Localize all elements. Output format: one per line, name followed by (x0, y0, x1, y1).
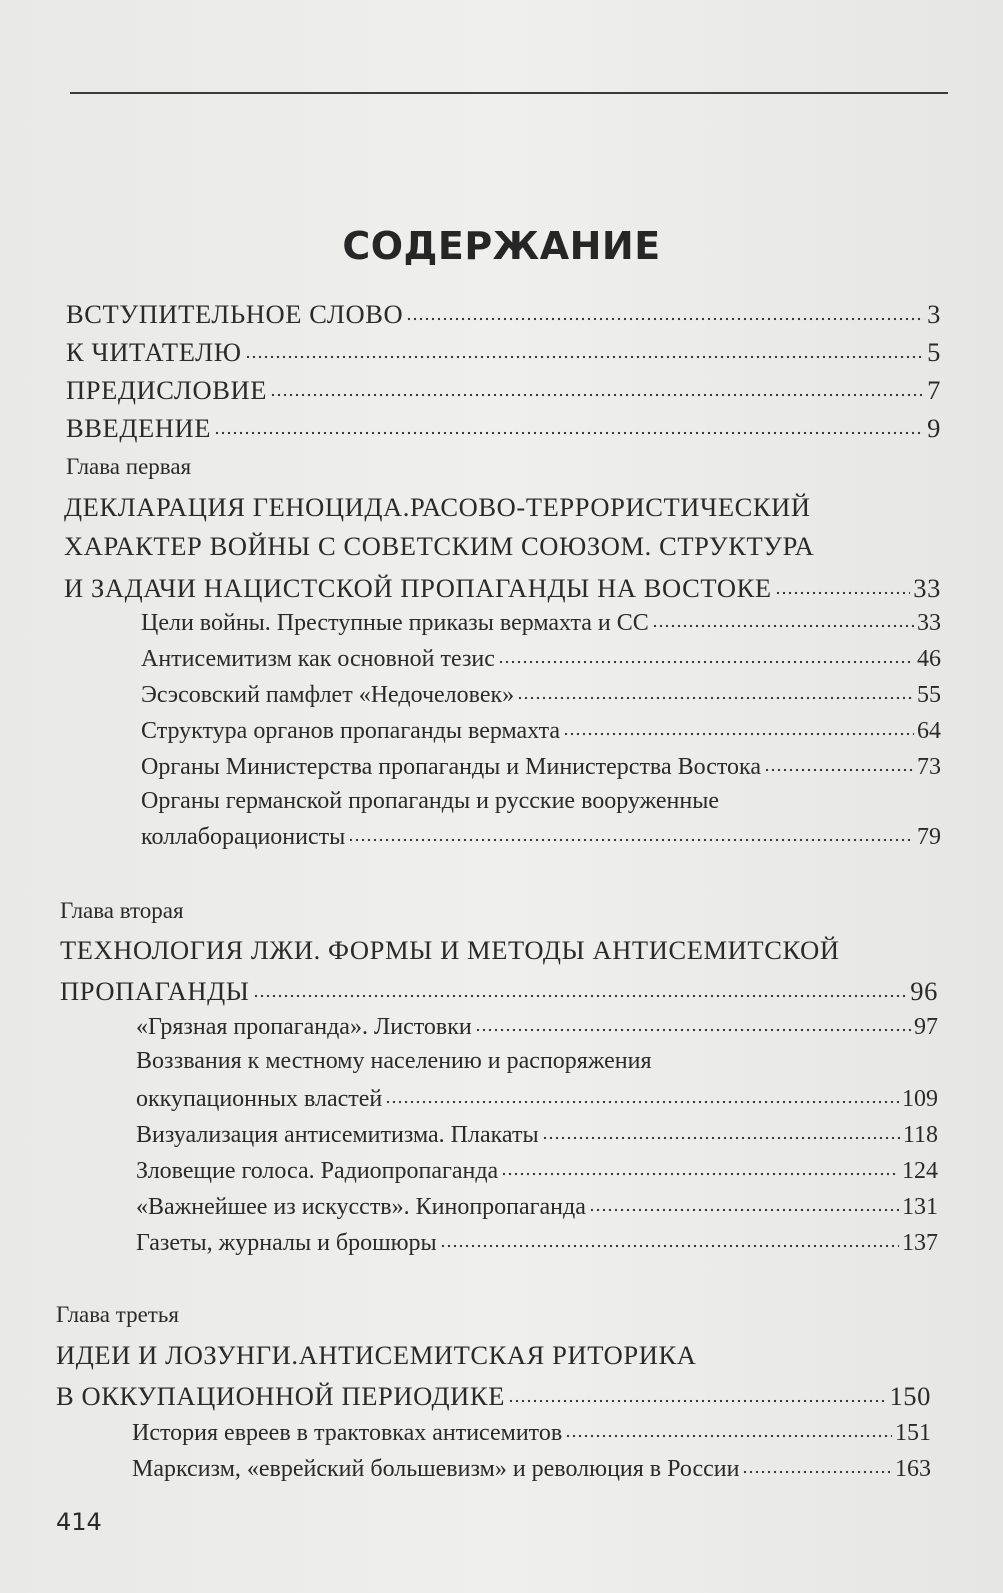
chapter-label: Глава вторая (60, 898, 184, 923)
toc-page-number: 151 (895, 1420, 931, 1446)
toc-entry[interactable]: ПРОПАГАНДЫ 96 (60, 973, 938, 1006)
toc-page-number: 9 (927, 412, 941, 443)
toc-entry[interactable]: И ЗАДАЧИ НАЦИСТСКОЙ ПРОПАГАНДЫ НА ВОСТОКЕ 33 (64, 570, 941, 603)
toc-section[interactable]: Газеты, журналы и брошюры 137 (136, 1226, 938, 1258)
chapter-title-line[interactable]: ИДЕИ И ЛОЗУНГИ.АНТИСЕМИТСКАЯ РИТОРИКА (56, 1340, 697, 1370)
toc-page-number: 131 (902, 1194, 938, 1220)
toc-entry[interactable]: В ОККУПАЦИОННОЙ ПЕРИОДИКЕ 150 (56, 1378, 931, 1411)
toc-page-number: 109 (902, 1086, 938, 1112)
page-title: СОДЕРЖАНИЕ (342, 224, 661, 268)
toc-section[interactable]: Марксизм, «еврейский большевизм» и революция в России 163 (132, 1452, 931, 1484)
toc-entry[interactable]: ВВЕДЕНИЕ 9 (66, 410, 941, 443)
toc-page-number: 97 (914, 1014, 938, 1040)
toc-section[interactable]: коллаборационисты 79 (141, 820, 941, 852)
toc-section[interactable]: Цели войны. Преступные приказы вермахта и СС 33 (141, 606, 941, 638)
chapter-label: Глава первая (66, 454, 192, 479)
toc-section[interactable]: Органы Министерства пропаганды и Министерства Востока 73 (141, 750, 941, 782)
toc-page-number: 33 (913, 572, 941, 603)
toc-page-number: 33 (917, 610, 941, 636)
toc-section[interactable]: История евреев в трактовках антисемитов 151 (132, 1416, 931, 1448)
toc-page-number: 46 (917, 646, 941, 672)
toc-section[interactable]: Эсэсовский памфлет «Недочеловек» 55 (141, 678, 941, 710)
chapter-title-line[interactable]: ТЕХНОЛОГИЯ ЛЖИ. ФОРМЫ И МЕТОДЫ АНТИСЕМИТСКОЙ (60, 935, 840, 965)
toc-page-number: 118 (902, 1122, 938, 1148)
toc-entry[interactable]: К ЧИТАТЕЛЮ 5 (66, 334, 941, 367)
toc-section[interactable]: «Важнейшее из искусств». Кинопропаганда 131 (136, 1190, 938, 1222)
toc-entry[interactable]: ВСТУПИТЕЛЬНОЕ СЛОВО 3 (66, 296, 941, 329)
toc-section[interactable]: Зловещие голоса. Радиопропаганда 124 (136, 1154, 938, 1186)
toc-page-number: 3 (927, 298, 941, 329)
toc-page-number: 137 (902, 1230, 938, 1256)
toc-section-line[interactable]: Воззвания к местному населению и распоряжения (136, 1048, 652, 1074)
toc-page-number: 55 (917, 682, 941, 708)
toc-section[interactable]: оккупационных властей 109 (136, 1082, 938, 1114)
toc-page-number: 124 (902, 1158, 938, 1184)
chapter-label: Глава третья (56, 1302, 179, 1327)
toc-section[interactable]: «Грязная пропаганда». Листовки 97 (136, 1010, 938, 1042)
toc-section[interactable]: Визуализация антисемитизма. Плакаты 118 (136, 1118, 938, 1150)
toc-section[interactable]: Антисемитизм как основной тезис 46 (141, 642, 941, 674)
toc-page-number: 150 (889, 1380, 931, 1411)
toc-page-number: 5 (927, 336, 941, 367)
toc-page-number: 163 (895, 1456, 931, 1482)
toc-section[interactable]: Структура органов пропаганды вермахта 64 (141, 714, 941, 746)
toc-entry[interactable]: ПРЕДИСЛОВИЕ 7 (66, 372, 941, 405)
toc-page-number: 73 (917, 754, 941, 780)
toc-page-number: 7 (927, 374, 941, 405)
chapter-title-line[interactable]: ХАРАКТЕР ВОЙНЫ С СОВЕТСКИМ СОЮЗОМ. СТРУКТУРА (64, 531, 815, 561)
chapter-title-line[interactable]: ДЕКЛАРАЦИЯ ГЕНОЦИДА.РАСОВО-ТЕРРОРИСТИЧЕСКИЙ (64, 492, 811, 522)
page-number: 414 (56, 1508, 102, 1536)
toc-page-number: 96 (910, 975, 938, 1006)
toc-section-line[interactable]: Органы германской пропаганды и русские вооруженные (141, 788, 719, 814)
toc-page-number: 64 (917, 718, 941, 744)
toc-page-number: 79 (917, 824, 941, 850)
